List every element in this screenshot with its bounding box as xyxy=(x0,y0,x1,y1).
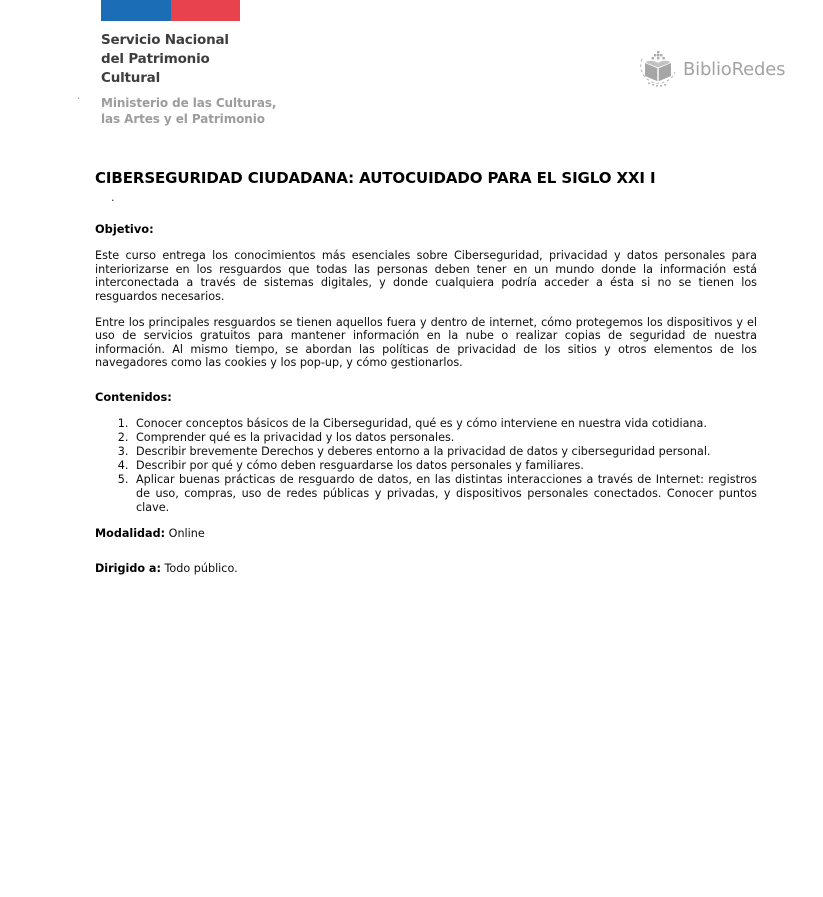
modalidad-line xyxy=(95,527,757,540)
dirigido-line xyxy=(95,562,757,575)
biblioredes-logo xyxy=(636,47,785,91)
biblioredes-wordmark: BiblioRedes xyxy=(683,58,786,80)
course-title: CIBERSEGURIDAD CIUDADANA: AUTOCUIDADO PARA EL SIGLO XXI I xyxy=(95,169,656,187)
org-name-line: del Patrimonio xyxy=(101,51,210,67)
ministry-line: las Artes y el Patrimonio xyxy=(101,112,265,126)
objetivo-paragraph-2: Entre los principales resguardos se tienen aquellos fuera y dentro de internet, cómo protegemos los dispositivos y el uso de servicios gratuitos para mantener información en la nube o realizar copias de seguridad de nuestra información. Al mismo tiempo, se abordan las políticas de privacidad de los sitios y otros elementos de los navegadores como las cookies y los pop-up, y cómo gestionarlos. xyxy=(95,316,757,370)
stray-period: . xyxy=(111,191,115,204)
modalidad-label: Modalidad: xyxy=(95,527,166,541)
document-body xyxy=(0,169,823,575)
chile-flag-logo xyxy=(101,0,240,21)
flag-red xyxy=(171,0,241,21)
flag-blue xyxy=(101,0,171,21)
contenidos-list xyxy=(95,417,757,514)
dirigido-label: Dirigido a: xyxy=(95,561,161,575)
list-item: 4. Describir por qué y cómo deben resguardarse los datos personales y familiares. xyxy=(132,459,757,473)
stray-speck: · xyxy=(77,94,81,105)
page-header xyxy=(0,0,823,126)
contenidos-heading: Contenidos: xyxy=(95,389,172,404)
org-name-line: Cultural xyxy=(101,70,161,86)
objetivo-heading: Objetivo: xyxy=(95,222,154,236)
list-item: 2. Comprender qué es la privacidad y los datos personales. xyxy=(132,431,757,445)
open-book-icon xyxy=(636,47,680,91)
ministry-text xyxy=(101,95,276,127)
org-name-line: Servicio Nacional xyxy=(101,32,229,48)
list-item: 1. Conocer conceptos básicos de la Ciberseguridad, qué es y cómo interviene en nuestra vida cotidiana. xyxy=(132,417,757,431)
list-item: 3. Describir brevemente Derechos y deberes entorno a la privacidad de datos y ciberseguridad personal. xyxy=(132,445,757,459)
dirigido-value: Todo público. xyxy=(164,561,238,575)
modalidad-value: Online xyxy=(168,527,205,541)
list-item: 5. Aplicar buenas prácticas de resguardo de datos, en las distintas interacciones a través de Internet: registros de uso, compras, uso de redes públicas y privadas, y dispositivos personales conectados. Conocer puntos clave. xyxy=(132,473,757,514)
ministry-line: Ministerio de las Culturas, xyxy=(101,96,277,110)
org-logo-text xyxy=(101,31,276,127)
objetivo-paragraph-1: Este curso entrega los conocimientos más esenciales sobre Ciberseguridad, privacidad y datos personales para interiorizarse en los resguardos que todas las personas deben tener en un mundo donde la información está interconectada a través de sistemas digitales, y donde cualquiera podría acceder a ésta si no se tienen los resguardos necesarios. xyxy=(95,249,757,303)
